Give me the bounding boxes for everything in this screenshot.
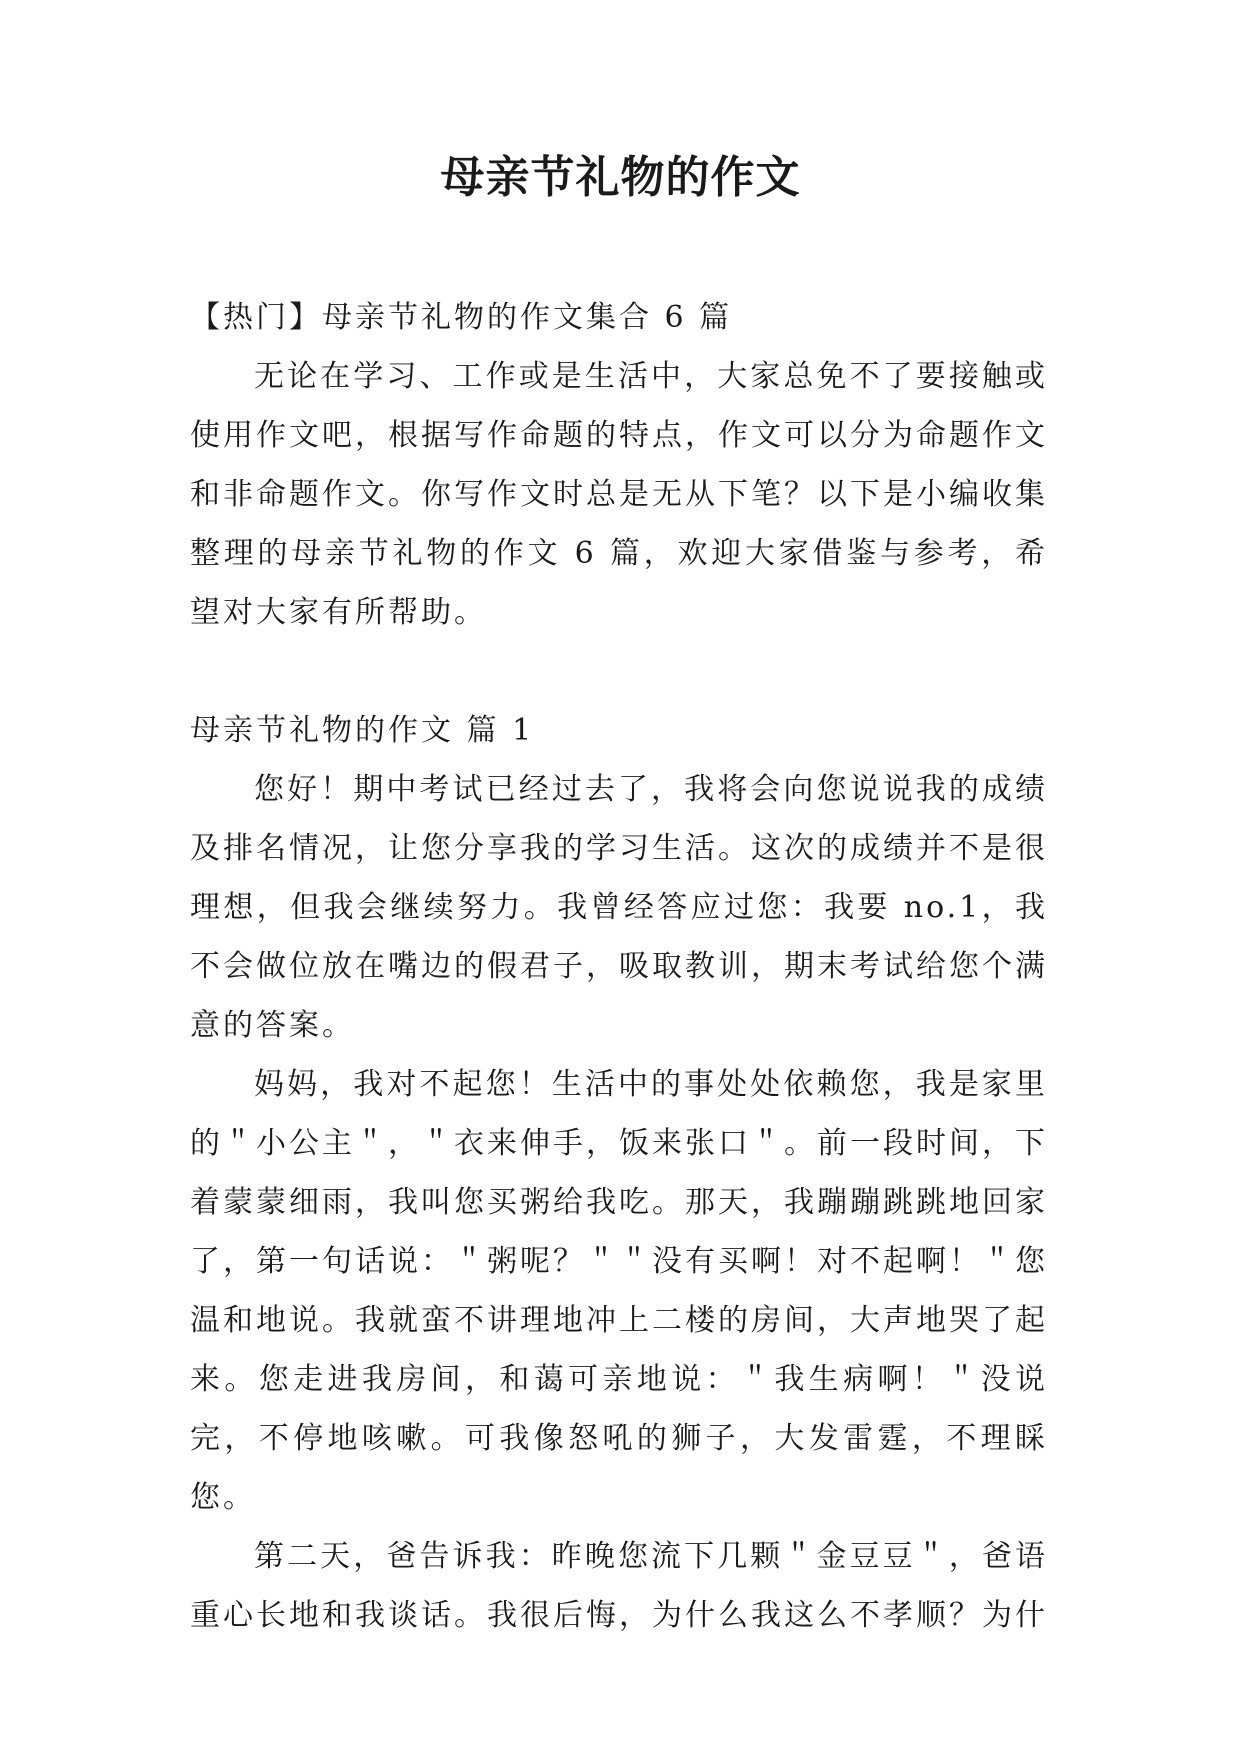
subtitle-line: 【热门】母亲节礼物的作文集合 6 篇: [190, 300, 733, 335]
intro-paragraph: 无论在学习、工作或是生活中，大家总免不了要接触或使用作文吧，根据写作命题的特点，作文可以分为命题作文和非命题作文。你写作文时总是无从下笔？以下是小编收集整理的母亲节礼物的作文 6 篇，欢迎大家借鉴与参考，希望对大家有所帮助。: [190, 359, 1048, 630]
body-paragraph-3: 第二天，爸告诉我：昨晚您流下几颗＂金豆豆＂，爸语重心长地和我谈话。我很后悔，为什么我这么不孝顺？为什: [190, 1539, 1048, 1633]
document-body: [190, 288, 1048, 1645]
section-heading: 母亲节礼物的作文 篇 1: [190, 713, 535, 748]
body-paragraph-1: 您好！期中考试已经过去了，我将会向您说说我的成绩及排名情况，让您分享我的学习生活。这次的成绩并不是很理想，但我会继续努力。我曾经答应过您：我要 no.1，我不会做位放在嘴边的假君子，吸取教训，期末考试给您个满意的答案。: [190, 772, 1048, 1043]
document-title: 母亲节礼物的作文: [440, 152, 801, 203]
body-paragraph-2: 妈妈，我对不起您！生活中的事处处依赖您，我是家里的＂小公主＂，＂衣来伸手，饭来张口＂。前一段时间，下着蒙蒙细雨，我叫您买粥给我吃。那天，我蹦蹦跳跳地回家了，第一句话说：＂粥呢？＂＂没有买啊！对不起啊！＂您温和地说。我就蛮不讲理地冲上二楼的房间，大声地哭了起来。您走进我房间，和蔼可亲地说：＂我生病啊！＂没说完，不停地咳嗽。可我像怒吼的狮子，大发雷霆，不理睬您。: [190, 1067, 1048, 1515]
